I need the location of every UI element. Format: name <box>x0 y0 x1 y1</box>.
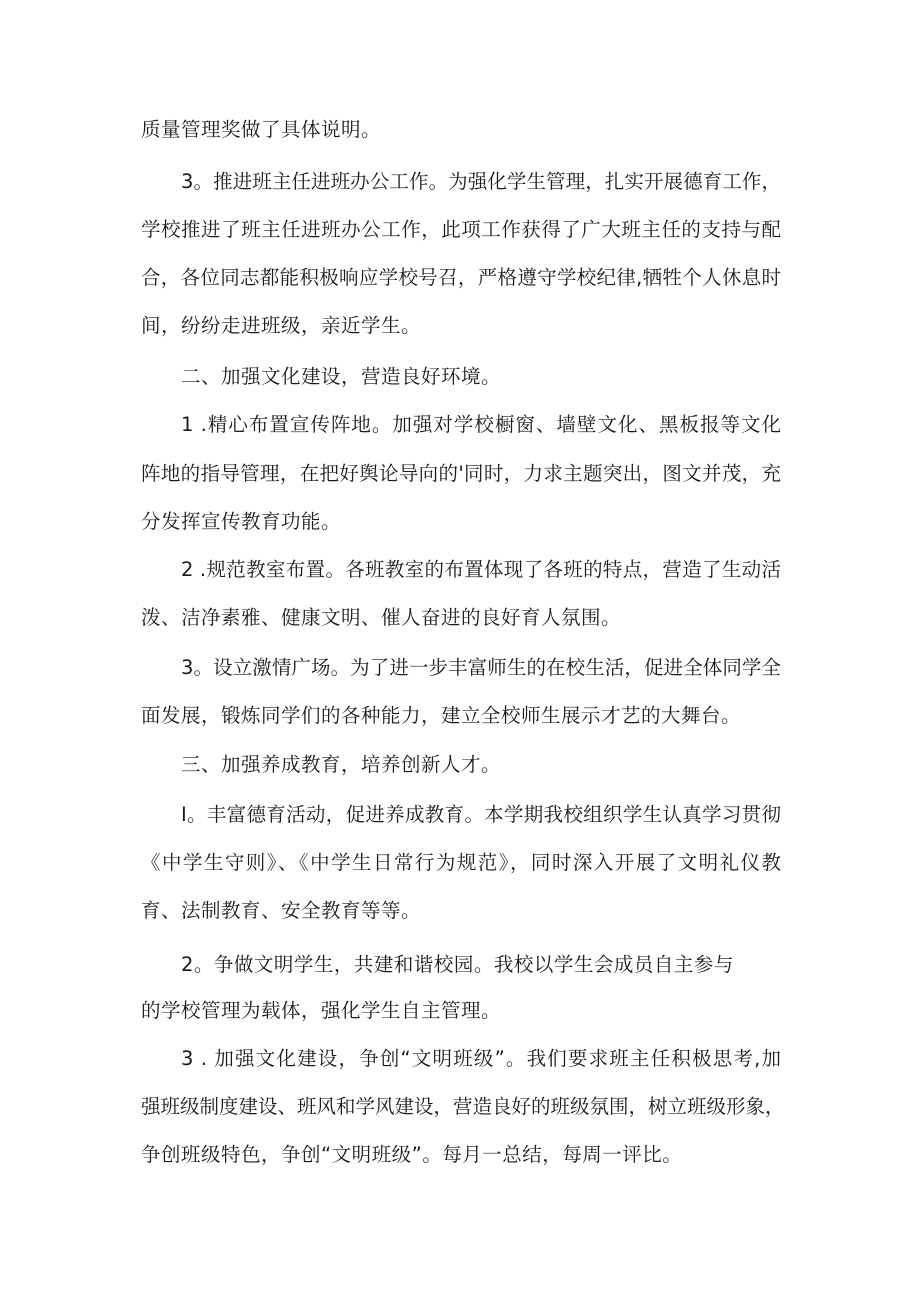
section-heading: 三、加强养成教育，培养创新人才。 <box>181 753 502 776</box>
paragraph-line: 泼、洁净素雅、健康文明、催人奋进的良好育人氛围。 <box>141 606 622 629</box>
section-heading: 二、加强文化建设，营造良好环境。 <box>181 365 502 388</box>
paragraph-line: 面发展，锻炼同学们的各种能力，建立全校师生展示才艺的大舞台。 <box>141 704 742 727</box>
paragraph-line: 强班级制度建设、班风和学风建设，营造良好的班级氛围，树立班级形象， <box>141 1095 785 1118</box>
paragraph-line: I。丰富德育活动，促进养成教育。本学期我校组织学生认真学习贯彻 <box>181 803 781 826</box>
paragraph-line: 3。推进班主任进班办公工作。为强化学生管理，扎实开展德育工作， <box>181 170 781 193</box>
paragraph-line: 间，纷纷走进班级，亲近学生。 <box>141 314 422 337</box>
paragraph-line: 学校推进了班主任进班办公工作，此项工作获得了广大班主任的支持与配 <box>141 218 781 241</box>
paragraph-line: 2 .规范教室布置。各班教室的布置体现了各班的特点，营造了生动活 <box>181 558 781 581</box>
paragraph-line: 质量管理奖做了具体说明。 <box>141 118 382 141</box>
paragraph-line: 育、法制教育、安全教育等等。 <box>141 899 422 922</box>
paragraph-line: 的学校管理为载体，强化学生自主管理。 <box>141 999 502 1022</box>
paragraph-line: 《中学生守则》、《中学生日常行为规范》，同时深入开展了文明礼仪教 <box>141 851 781 874</box>
paragraph-line: 2。争做文明学生，共建和谐校园。我校以学生会成员自主参与 <box>181 953 734 976</box>
paragraph-line: 争创班级特色，争创“文明班级”。每月一总结，每周一评比。 <box>141 1143 683 1166</box>
paragraph-line: 1 .精心布置宣传阵地。加强对学校橱窗、墙壁文化、黑板报等文化 <box>181 413 781 436</box>
paragraph-line: 3 . 加强文化建设，争创“文明班级”。我们要求班主任积极思考,加 <box>181 1047 781 1070</box>
paragraph-line: 3。设立激情广场。为了进一步丰富师生的在校生活，促进全体同学全 <box>181 656 781 679</box>
paragraph-line: 分发挥宣传教育功能。 <box>141 510 342 533</box>
paragraph-line: 阵地的指导管理，在把好舆论导向的'同时，力求主题突出，图文并茂，充 <box>141 462 781 485</box>
paragraph-line: 合，各位同志都能积极响应学校号召，严格遵守学校纪律,牺牲个人休息时 <box>141 266 781 289</box>
